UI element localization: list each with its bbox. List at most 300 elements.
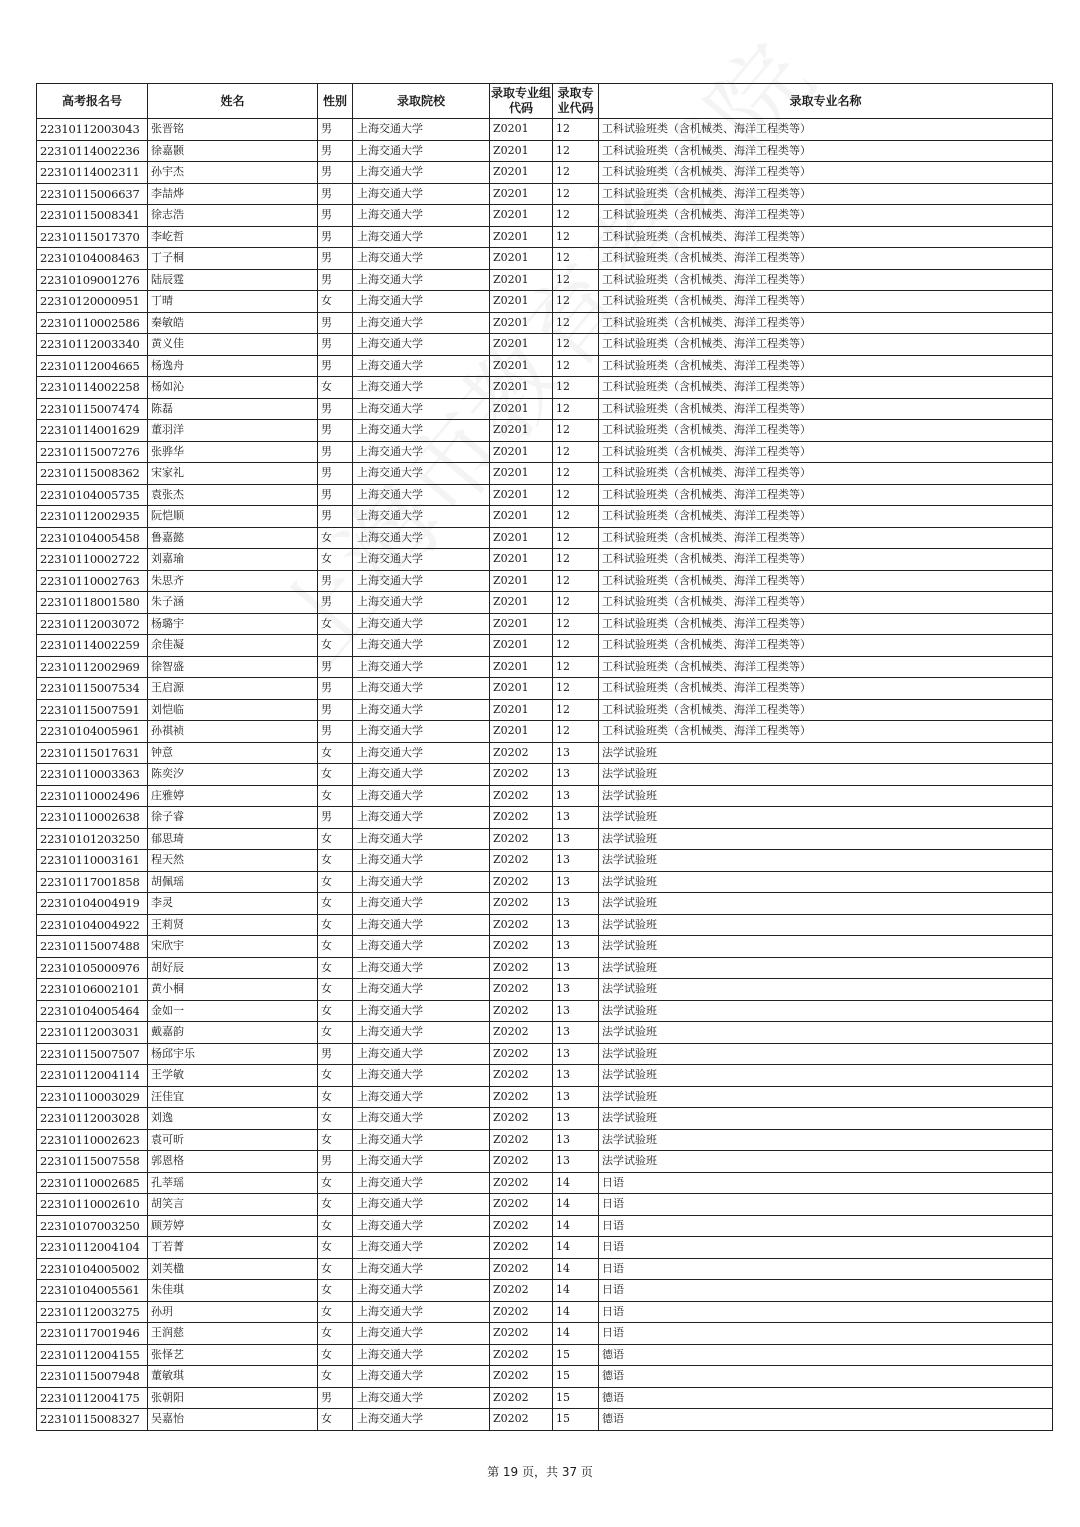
cell-student-name: 郭恩格 [148,1151,318,1173]
cell-school: 上海交通大学 [353,699,490,721]
cell-gender: 女 [318,1000,353,1022]
header-gender: 性别 [318,84,353,119]
cell-student-name: 王学敏 [148,1065,318,1087]
cell-major-name: 日语 [599,1215,1053,1237]
cell-student-name: 黄小桐 [148,979,318,1001]
cell-group-code: Z0201 [490,678,553,700]
cell-exam-id: 22310114002259 [37,635,148,657]
cell-student-name: 杨邱宇乐 [148,1043,318,1065]
table-row [37,269,1053,291]
cell-group-code: Z0202 [490,850,553,872]
cell-group-code: Z0202 [490,764,553,786]
header-school: 录取院校 [353,84,490,119]
cell-major-code: 13 [553,1129,599,1151]
cell-major-name: 法学试验班 [599,850,1053,872]
cell-major-code: 12 [553,699,599,721]
cell-exam-id: 22310112004175 [37,1387,148,1409]
cell-school: 上海交通大学 [353,1043,490,1065]
cell-school: 上海交通大学 [353,162,490,184]
cell-major-name: 法学试验班 [599,1065,1053,1087]
cell-group-code: Z0201 [490,377,553,399]
cell-major-code: 12 [553,484,599,506]
cell-school: 上海交通大学 [353,957,490,979]
cell-group-code: Z0201 [490,140,553,162]
cell-student-name: 李屹哲 [148,226,318,248]
cell-group-code: Z0201 [490,506,553,528]
cell-group-code: Z0201 [490,119,553,141]
admission-table [36,83,1053,1431]
cell-school: 上海交通大学 [353,828,490,850]
cell-group-code: Z0202 [490,979,553,1001]
cell-student-name: 朱子涵 [148,592,318,614]
cell-group-code: Z0202 [490,1344,553,1366]
cell-school: 上海交通大学 [353,269,490,291]
table-row [37,635,1053,657]
footer-middle: 页，共 [518,1465,562,1479]
header-row [37,84,1053,119]
cell-major-name: 法学试验班 [599,1043,1053,1065]
cell-gender: 男 [318,420,353,442]
cell-major-name: 工科试验班类（含机械类、海洋工程类等） [599,635,1053,657]
cell-school: 上海交通大学 [353,656,490,678]
cell-gender: 女 [318,742,353,764]
header-name: 姓名 [148,84,318,119]
cell-school: 上海交通大学 [353,721,490,743]
table-row [37,1129,1053,1151]
cell-major-name: 工科试验班类（含机械类、海洋工程类等） [599,420,1053,442]
cell-student-name: 徐志浩 [148,205,318,227]
cell-school: 上海交通大学 [353,1000,490,1022]
cell-major-code: 12 [553,527,599,549]
cell-student-name: 杨逸舟 [148,355,318,377]
cell-major-code: 13 [553,1000,599,1022]
table-row [37,1172,1053,1194]
cell-exam-id: 22310110002638 [37,807,148,829]
cell-gender: 女 [318,1022,353,1044]
cell-student-name: 张骅华 [148,441,318,463]
cell-exam-id: 22310109001276 [37,269,148,291]
table-row [37,1151,1053,1173]
cell-major-code: 13 [553,893,599,915]
cell-group-code: Z0202 [490,914,553,936]
cell-major-name: 工科试验班类（含机械类、海洋工程类等） [599,549,1053,571]
cell-major-name: 法学试验班 [599,764,1053,786]
cell-school: 上海交通大学 [353,1108,490,1130]
cell-gender: 男 [318,269,353,291]
cell-school: 上海交通大学 [353,936,490,958]
cell-major-name: 工科试验班类（含机械类、海洋工程类等） [599,226,1053,248]
cell-student-name: 王启源 [148,678,318,700]
cell-exam-id: 22310117001946 [37,1323,148,1345]
cell-student-name: 杨如沁 [148,377,318,399]
cell-group-code: Z0202 [490,936,553,958]
cell-school: 上海交通大学 [353,549,490,571]
cell-major-code: 14 [553,1194,599,1216]
table-row [37,807,1053,829]
cell-group-code: Z0201 [490,549,553,571]
cell-major-code: 12 [553,183,599,205]
cell-exam-id: 22310110002722 [37,549,148,571]
cell-group-code: Z0201 [490,721,553,743]
cell-school: 上海交通大学 [353,312,490,334]
cell-student-name: 陈磊 [148,398,318,420]
cell-gender: 女 [318,764,353,786]
cell-group-code: Z0201 [490,162,553,184]
cell-student-name: 徐子睿 [148,807,318,829]
table-row [37,721,1053,743]
table-row [37,248,1053,270]
cell-group-code: Z0202 [490,1258,553,1280]
table-row [37,828,1053,850]
cell-school: 上海交通大学 [353,1022,490,1044]
cell-major-name: 日语 [599,1280,1053,1302]
cell-major-code: 13 [553,850,599,872]
cell-school: 上海交通大学 [353,742,490,764]
cell-group-code: Z0201 [490,527,553,549]
cell-group-code: Z0201 [490,334,553,356]
cell-exam-id: 22310112002969 [37,656,148,678]
cell-major-code: 12 [553,506,599,528]
cell-gender: 女 [318,1194,353,1216]
cell-student-name: 丁晴 [148,291,318,313]
cell-exam-id: 22310115007534 [37,678,148,700]
cell-gender: 女 [318,871,353,893]
cell-exam-id: 22310110002586 [37,312,148,334]
cell-school: 上海交通大学 [353,248,490,270]
cell-school: 上海交通大学 [353,183,490,205]
cell-gender: 女 [318,1280,353,1302]
table-row [37,140,1053,162]
cell-group-code: Z0202 [490,1065,553,1087]
cell-school: 上海交通大学 [353,291,490,313]
table-row [37,1280,1053,1302]
footer-suffix: 页 [577,1465,593,1479]
cell-exam-id: 22310117001858 [37,871,148,893]
cell-group-code: Z0201 [490,205,553,227]
cell-student-name: 袁张杰 [148,484,318,506]
cell-student-name: 孙玥 [148,1301,318,1323]
cell-group-code: Z0202 [490,957,553,979]
cell-group-code: Z0201 [490,398,553,420]
cell-major-name: 德语 [599,1387,1053,1409]
cell-school: 上海交通大学 [353,613,490,635]
cell-exam-id: 22310112003072 [37,613,148,635]
table-row [37,312,1053,334]
cell-major-code: 15 [553,1366,599,1388]
cell-school: 上海交通大学 [353,678,490,700]
cell-student-name: 董敏琪 [148,1366,318,1388]
cell-student-name: 张怿艺 [148,1344,318,1366]
cell-major-name: 工科试验班类（含机械类、海洋工程类等） [599,205,1053,227]
cell-student-name: 刘逸 [148,1108,318,1130]
cell-exam-id: 22310115007591 [37,699,148,721]
cell-major-name: 法学试验班 [599,785,1053,807]
cell-major-code: 12 [553,205,599,227]
cell-group-code: Z0202 [490,1409,553,1431]
cell-exam-id: 22310112003340 [37,334,148,356]
cell-major-name: 工科试验班类（含机械类、海洋工程类等） [599,140,1053,162]
cell-student-name: 李喆烨 [148,183,318,205]
cell-school: 上海交通大学 [353,506,490,528]
cell-major-code: 14 [553,1215,599,1237]
cell-student-name: 秦敏皓 [148,312,318,334]
cell-student-name: 丁子桐 [148,248,318,270]
page-footer [0,1463,1080,1480]
cell-student-name: 胡佩瑶 [148,871,318,893]
cell-school: 上海交通大学 [353,1065,490,1087]
cell-school: 上海交通大学 [353,1237,490,1259]
cell-exam-id: 22310118001580 [37,592,148,614]
cell-exam-id: 22310115007474 [37,398,148,420]
cell-student-name: 程天然 [148,850,318,872]
table-row [37,678,1053,700]
table-row [37,850,1053,872]
cell-school: 上海交通大学 [353,527,490,549]
cell-group-code: Z0201 [490,312,553,334]
cell-school: 上海交通大学 [353,463,490,485]
table-row [37,334,1053,356]
cell-student-name: 宋欣宇 [148,936,318,958]
cell-gender: 男 [318,183,353,205]
cell-group-code: Z0201 [490,226,553,248]
cell-student-name: 孙宇杰 [148,162,318,184]
cell-exam-id: 22310104005561 [37,1280,148,1302]
cell-exam-id: 22310112003028 [37,1108,148,1130]
cell-gender: 女 [318,893,353,915]
cell-major-code: 14 [553,1172,599,1194]
cell-school: 上海交通大学 [353,334,490,356]
cell-major-name: 法学试验班 [599,957,1053,979]
cell-exam-id: 22310114002258 [37,377,148,399]
cell-major-name: 法学试验班 [599,914,1053,936]
cell-exam-id: 22310104005002 [37,1258,148,1280]
cell-major-code: 12 [553,248,599,270]
cell-exam-id: 22310110002685 [37,1172,148,1194]
cell-major-name: 工科试验班类（含机械类、海洋工程类等） [599,613,1053,635]
table-row [37,1387,1053,1409]
cell-school: 上海交通大学 [353,1366,490,1388]
cell-school: 上海交通大学 [353,592,490,614]
table-row [37,463,1053,485]
cell-student-name: 金如一 [148,1000,318,1022]
cell-major-code: 12 [553,635,599,657]
cell-gender: 女 [318,1086,353,1108]
cell-major-name: 日语 [599,1194,1053,1216]
cell-gender: 男 [318,570,353,592]
table-row [37,420,1053,442]
cell-gender: 男 [318,140,353,162]
cell-student-name: 杨璐宇 [148,613,318,635]
table-row [37,570,1053,592]
cell-student-name: 孔莘瑶 [148,1172,318,1194]
cell-school: 上海交通大学 [353,914,490,936]
cell-group-code: Z0201 [490,291,553,313]
cell-major-code: 13 [553,785,599,807]
cell-group-code: Z0202 [490,1280,553,1302]
table-row [37,957,1053,979]
cell-exam-id: 22310112003031 [37,1022,148,1044]
cell-major-name: 工科试验班类（含机械类、海洋工程类等） [599,248,1053,270]
cell-student-name: 胡好辰 [148,957,318,979]
cell-exam-id: 22310115008341 [37,205,148,227]
cell-student-name: 张朝阳 [148,1387,318,1409]
table-row [37,441,1053,463]
cell-major-code: 13 [553,1022,599,1044]
cell-major-name: 工科试验班类（含机械类、海洋工程类等） [599,570,1053,592]
cell-exam-id: 22310112003275 [37,1301,148,1323]
cell-school: 上海交通大学 [353,979,490,1001]
cell-school: 上海交通大学 [353,893,490,915]
cell-major-name: 工科试验班类（含机械类、海洋工程类等） [599,678,1053,700]
cell-group-code: Z0202 [490,893,553,915]
cell-major-name: 法学试验班 [599,1129,1053,1151]
cell-group-code: Z0201 [490,635,553,657]
cell-gender: 男 [318,592,353,614]
header-group-code: 录取专业组代码 [490,84,553,119]
cell-school: 上海交通大学 [353,1215,490,1237]
cell-student-name: 鲁嘉懿 [148,527,318,549]
cell-group-code: Z0202 [490,1022,553,1044]
cell-group-code: Z0201 [490,248,553,270]
cell-group-code: Z0201 [490,570,553,592]
cell-major-code: 13 [553,1043,599,1065]
cell-school: 上海交通大学 [353,398,490,420]
cell-major-name: 日语 [599,1301,1053,1323]
table-row [37,226,1053,248]
cell-gender: 男 [318,119,353,141]
table-body [37,119,1053,1431]
cell-student-name: 徐嘉颢 [148,140,318,162]
cell-exam-id: 22310101203250 [37,828,148,850]
cell-group-code: Z0201 [490,592,553,614]
cell-major-code: 13 [553,957,599,979]
cell-major-code: 12 [553,570,599,592]
cell-group-code: Z0202 [490,1237,553,1259]
cell-group-code: Z0201 [490,613,553,635]
cell-exam-id: 22310110003363 [37,764,148,786]
cell-gender: 女 [318,957,353,979]
cell-major-name: 日语 [599,1237,1053,1259]
cell-major-code: 12 [553,377,599,399]
cell-gender: 女 [318,527,353,549]
cell-major-name: 工科试验班类（含机械类、海洋工程类等） [599,291,1053,313]
cell-school: 上海交通大学 [353,1172,490,1194]
cell-major-name: 日语 [599,1323,1053,1345]
cell-student-name: 张晋铭 [148,119,318,141]
cell-group-code: Z0202 [490,742,553,764]
cell-major-code: 13 [553,979,599,1001]
cell-exam-id: 22310112004114 [37,1065,148,1087]
cell-exam-id: 22310104004922 [37,914,148,936]
table-row [37,871,1053,893]
cell-major-code: 12 [553,463,599,485]
cell-group-code: Z0201 [490,441,553,463]
cell-student-name: 顾芳婷 [148,1215,318,1237]
cell-exam-id: 22310114002236 [37,140,148,162]
cell-gender: 男 [318,1043,353,1065]
cell-major-name: 工科试验班类（含机械类、海洋工程类等） [599,721,1053,743]
cell-gender: 男 [318,355,353,377]
cell-school: 上海交通大学 [353,1280,490,1302]
table-row [37,119,1053,141]
cell-school: 上海交通大学 [353,570,490,592]
cell-major-name: 工科试验班类（含机械类、海洋工程类等） [599,312,1053,334]
cell-exam-id: 22310112004665 [37,355,148,377]
cell-gender: 女 [318,1258,353,1280]
cell-exam-id: 22310104008463 [37,248,148,270]
cell-major-name: 工科试验班类（含机械类、海洋工程类等） [599,183,1053,205]
cell-gender: 女 [318,1172,353,1194]
cell-gender: 女 [318,1323,353,1345]
cell-exam-id: 22310112004155 [37,1344,148,1366]
cell-major-code: 12 [553,549,599,571]
cell-major-code: 12 [553,592,599,614]
table-row [37,1108,1053,1130]
cell-major-code: 13 [553,871,599,893]
cell-school: 上海交通大学 [353,635,490,657]
cell-major-name: 工科试验班类（含机械类、海洋工程类等） [599,699,1053,721]
table-row [37,1258,1053,1280]
footer-current-page: 19 [502,1465,519,1479]
cell-student-name: 钟意 [148,742,318,764]
cell-major-code: 12 [553,334,599,356]
cell-group-code: Z0201 [490,484,553,506]
cell-gender: 女 [318,1409,353,1431]
cell-gender: 女 [318,979,353,1001]
cell-gender: 女 [318,377,353,399]
cell-major-name: 工科试验班类（含机械类、海洋工程类等） [599,162,1053,184]
cell-group-code: Z0202 [490,828,553,850]
cell-major-code: 15 [553,1409,599,1431]
cell-student-name: 郁思琦 [148,828,318,850]
cell-exam-id: 22310115017370 [37,226,148,248]
cell-gender: 女 [318,549,353,571]
cell-exam-id: 22310110002763 [37,570,148,592]
cell-gender: 男 [318,441,353,463]
cell-exam-id: 22310110003029 [37,1086,148,1108]
cell-student-name: 丁若菁 [148,1237,318,1259]
cell-exam-id: 22310115008362 [37,463,148,485]
table-row [37,1215,1053,1237]
cell-gender: 男 [318,656,353,678]
cell-student-name: 宋家礼 [148,463,318,485]
cell-student-name: 袁可昕 [148,1129,318,1151]
table-row [37,1301,1053,1323]
cell-exam-id: 22310115007558 [37,1151,148,1173]
cell-major-name: 工科试验班类（含机械类、海洋工程类等） [599,119,1053,141]
table-row [37,764,1053,786]
cell-school: 上海交通大学 [353,1344,490,1366]
cell-gender: 男 [318,807,353,829]
cell-school: 上海交通大学 [353,1409,490,1431]
cell-major-code: 14 [553,1237,599,1259]
cell-exam-id: 22310115017631 [37,742,148,764]
cell-school: 上海交通大学 [353,1301,490,1323]
cell-group-code: Z0201 [490,656,553,678]
table-row [37,893,1053,915]
cell-gender: 女 [318,1065,353,1087]
cell-exam-id: 22310104005458 [37,527,148,549]
cell-major-name: 日语 [599,1258,1053,1280]
cell-major-code: 14 [553,1258,599,1280]
cell-exam-id: 22310110002496 [37,785,148,807]
cell-gender: 男 [318,721,353,743]
cell-major-name: 工科试验班类（含机械类、海洋工程类等） [599,269,1053,291]
cell-gender: 女 [318,635,353,657]
cell-exam-id: 22310115007948 [37,1366,148,1388]
cell-school: 上海交通大学 [353,377,490,399]
cell-student-name: 汪佳宜 [148,1086,318,1108]
